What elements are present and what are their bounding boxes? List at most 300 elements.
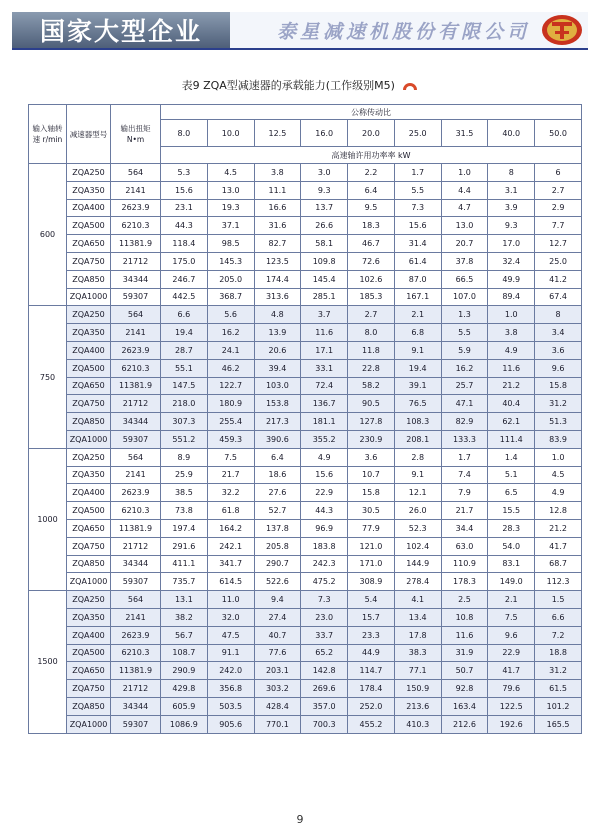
power-cell: 149.0 — [488, 573, 535, 591]
power-cell: 142.8 — [301, 662, 348, 680]
power-cell: 185.3 — [348, 288, 395, 306]
power-cell: 110.9 — [441, 555, 488, 573]
power-cell: 15.6 — [301, 466, 348, 484]
power-cell: 26.6 — [301, 217, 348, 235]
ratio-header: 40.0 — [488, 120, 535, 147]
power-cell: 411.1 — [161, 555, 208, 573]
power-cell: 15.8 — [535, 377, 582, 395]
power-cell: 20.6 — [254, 341, 301, 359]
power-cell: 26.0 — [394, 502, 441, 520]
power-cell: 108.3 — [394, 413, 441, 431]
table-row — [29, 164, 582, 182]
model-cell: ZQA250 — [67, 591, 111, 609]
power-cell: 174.4 — [254, 270, 301, 288]
power-cell: 735.7 — [161, 573, 208, 591]
company-logo-icon — [540, 13, 584, 47]
power-cell: 38.2 — [161, 608, 208, 626]
model-cell: ZQA500 — [67, 217, 111, 235]
power-cell: 205.8 — [254, 537, 301, 555]
power-cell: 17.1 — [301, 341, 348, 359]
power-cell: 50.7 — [441, 662, 488, 680]
power-cell: 39.4 — [254, 359, 301, 377]
table-row — [29, 680, 582, 698]
power-cell: 429.8 — [161, 680, 208, 698]
power-cell: 21.7 — [441, 502, 488, 520]
power-cell: 28.3 — [488, 519, 535, 537]
power-cell: 218.0 — [161, 395, 208, 413]
model-cell: ZQA400 — [67, 199, 111, 217]
power-cell: 905.6 — [207, 715, 254, 733]
power-cell: 503.5 — [207, 697, 254, 715]
power-cell: 19.4 — [161, 324, 208, 342]
power-cell: 2.9 — [535, 199, 582, 217]
torque-cell: 6210.3 — [111, 502, 161, 520]
power-cell: 175.0 — [161, 252, 208, 270]
power-cell: 15.7 — [348, 608, 395, 626]
header-model: 减速器型号 — [67, 105, 111, 164]
power-cell: 2.7 — [348, 306, 395, 324]
torque-cell: 6210.3 — [111, 644, 161, 662]
power-cell: 82.9 — [441, 413, 488, 431]
table-row — [29, 715, 582, 733]
power-cell: 6.4 — [254, 448, 301, 466]
power-cell: 9.6 — [535, 359, 582, 377]
power-cell: 7.3 — [394, 199, 441, 217]
torque-cell: 21712 — [111, 537, 161, 555]
table-row — [29, 324, 582, 342]
model-cell: ZQA750 — [67, 680, 111, 698]
table-row — [29, 181, 582, 199]
power-cell: 192.6 — [488, 715, 535, 733]
power-cell: 55.1 — [161, 359, 208, 377]
power-cell: 9.5 — [348, 199, 395, 217]
power-cell: 9.4 — [254, 591, 301, 609]
power-cell: 16.2 — [207, 324, 254, 342]
power-cell: 38.5 — [161, 484, 208, 502]
speed-cell: 600 — [29, 164, 67, 306]
model-cell: ZQA500 — [67, 502, 111, 520]
torque-cell: 21712 — [111, 680, 161, 698]
power-cell: 1.0 — [535, 448, 582, 466]
power-cell: 145.3 — [207, 252, 254, 270]
table-row — [29, 519, 582, 537]
power-cell: 285.1 — [301, 288, 348, 306]
power-cell: 83.9 — [535, 430, 582, 448]
power-cell: 51.3 — [535, 413, 582, 431]
power-cell: 9.3 — [488, 217, 535, 235]
torque-cell: 2623.9 — [111, 484, 161, 502]
power-cell: 4.5 — [207, 164, 254, 182]
table-row — [29, 413, 582, 431]
power-cell: 133.3 — [441, 430, 488, 448]
power-cell: 242.1 — [207, 537, 254, 555]
power-cell: 102.6 — [348, 270, 395, 288]
power-cell: 4.5 — [535, 466, 582, 484]
table-row — [29, 537, 582, 555]
power-cell: 21.2 — [535, 519, 582, 537]
speed-group — [29, 591, 582, 733]
power-cell: 82.7 — [254, 235, 301, 253]
power-cell: 1.7 — [441, 448, 488, 466]
table-row — [29, 217, 582, 235]
power-cell: 65.2 — [301, 644, 348, 662]
power-cell: 5.5 — [441, 324, 488, 342]
power-cell: 163.4 — [441, 697, 488, 715]
torque-cell: 34344 — [111, 697, 161, 715]
power-cell: 61.8 — [207, 502, 254, 520]
power-cell: 109.8 — [301, 252, 348, 270]
table-row — [29, 270, 582, 288]
power-cell: 6.4 — [348, 181, 395, 199]
power-cell: 203.1 — [254, 662, 301, 680]
power-cell: 40.7 — [254, 626, 301, 644]
model-cell: ZQA350 — [67, 324, 111, 342]
power-cell: 38.3 — [394, 644, 441, 662]
power-cell: 114.7 — [348, 662, 395, 680]
power-cell: 89.4 — [488, 288, 535, 306]
power-cell: 5.3 — [161, 164, 208, 182]
power-cell: 41.2 — [535, 270, 582, 288]
power-cell: 44.3 — [301, 502, 348, 520]
power-cell: 2.5 — [441, 591, 488, 609]
power-cell: 205.0 — [207, 270, 254, 288]
power-cell: 92.8 — [441, 680, 488, 698]
power-cell: 522.6 — [254, 573, 301, 591]
torque-cell: 11381.9 — [111, 519, 161, 537]
power-cell: 4.9 — [535, 484, 582, 502]
power-cell: 63.0 — [441, 537, 488, 555]
power-cell: 22.9 — [488, 644, 535, 662]
power-cell: 13.9 — [254, 324, 301, 342]
torque-cell: 11381.9 — [111, 377, 161, 395]
speed-group — [29, 306, 582, 448]
power-cell: 32.2 — [207, 484, 254, 502]
torque-cell: 2623.9 — [111, 626, 161, 644]
power-cell: 3.0 — [301, 164, 348, 182]
torque-cell: 564 — [111, 164, 161, 182]
power-cell: 1.0 — [488, 306, 535, 324]
power-cell: 77.6 — [254, 644, 301, 662]
power-cell: 56.7 — [161, 626, 208, 644]
power-cell: 30.5 — [348, 502, 395, 520]
power-cell: 12.1 — [394, 484, 441, 502]
power-cell: 171.0 — [348, 555, 395, 573]
power-cell: 23.0 — [301, 608, 348, 626]
power-cell: 9.6 — [488, 626, 535, 644]
power-cell: 25.7 — [441, 377, 488, 395]
model-cell: ZQA350 — [67, 466, 111, 484]
model-cell: ZQA400 — [67, 341, 111, 359]
model-cell: ZQA850 — [67, 413, 111, 431]
power-cell: 10.8 — [441, 608, 488, 626]
power-cell: 3.8 — [254, 164, 301, 182]
power-cell: 3.1 — [488, 181, 535, 199]
power-cell: 614.5 — [207, 573, 254, 591]
torque-cell: 2141 — [111, 324, 161, 342]
power-cell: 1.0 — [441, 164, 488, 182]
power-cell: 52.7 — [254, 502, 301, 520]
power-cell: 303.2 — [254, 680, 301, 698]
power-cell: 455.2 — [348, 715, 395, 733]
power-cell: 8.0 — [348, 324, 395, 342]
table-row — [29, 591, 582, 609]
power-cell: 10.7 — [348, 466, 395, 484]
model-cell: ZQA750 — [67, 395, 111, 413]
power-cell: 7.5 — [207, 448, 254, 466]
power-cell: 3.8 — [488, 324, 535, 342]
power-cell: 83.1 — [488, 555, 535, 573]
speed-group — [29, 164, 582, 306]
model-cell: ZQA1000 — [67, 573, 111, 591]
header-ratio: 公称传动比 — [161, 105, 582, 120]
power-cell: 96.9 — [301, 519, 348, 537]
power-cell: 242.3 — [301, 555, 348, 573]
power-cell: 103.0 — [254, 377, 301, 395]
power-cell: 15.8 — [348, 484, 395, 502]
power-cell: 178.3 — [441, 573, 488, 591]
power-cell: 7.5 — [488, 608, 535, 626]
power-cell: 7.9 — [441, 484, 488, 502]
power-cell: 15.6 — [161, 181, 208, 199]
ratio-header: 8.0 — [161, 120, 208, 147]
power-cell: 23.1 — [161, 199, 208, 217]
torque-cell: 11381.9 — [111, 235, 161, 253]
header-power: 高速轴许用功率率 kW — [161, 147, 582, 164]
power-cell: 20.7 — [441, 235, 488, 253]
power-cell: 24.1 — [207, 341, 254, 359]
power-cell: 217.3 — [254, 413, 301, 431]
power-cell: 32.4 — [488, 252, 535, 270]
table-row — [29, 644, 582, 662]
table-row — [29, 430, 582, 448]
power-cell: 17.8 — [394, 626, 441, 644]
power-cell: 2.1 — [394, 306, 441, 324]
power-cell: 11.6 — [441, 626, 488, 644]
power-cell: 22.9 — [301, 484, 348, 502]
power-cell: 442.5 — [161, 288, 208, 306]
power-cell: 91.1 — [207, 644, 254, 662]
power-cell: 122.7 — [207, 377, 254, 395]
table-row — [29, 235, 582, 253]
power-cell: 19.3 — [207, 199, 254, 217]
power-cell: 5.5 — [394, 181, 441, 199]
table-row — [29, 502, 582, 520]
power-cell: 25.0 — [535, 252, 582, 270]
gear-logo-icon — [402, 81, 418, 91]
model-cell: ZQA650 — [67, 235, 111, 253]
torque-cell: 21712 — [111, 252, 161, 270]
table-row — [29, 359, 582, 377]
speed-cell: 1000 — [29, 448, 67, 590]
power-cell: 41.7 — [535, 537, 582, 555]
model-cell: ZQA500 — [67, 359, 111, 377]
power-cell: 178.4 — [348, 680, 395, 698]
torque-cell: 11381.9 — [111, 662, 161, 680]
power-cell: 33.7 — [301, 626, 348, 644]
power-cell: 341.7 — [207, 555, 254, 573]
power-cell: 181.1 — [301, 413, 348, 431]
power-cell: 355.2 — [301, 430, 348, 448]
torque-cell: 2141 — [111, 608, 161, 626]
torque-cell: 34344 — [111, 270, 161, 288]
power-cell: 137.8 — [254, 519, 301, 537]
power-cell: 197.4 — [161, 519, 208, 537]
power-cell: 6.6 — [161, 306, 208, 324]
torque-cell: 564 — [111, 306, 161, 324]
power-cell: 4.4 — [441, 181, 488, 199]
power-cell: 144.9 — [394, 555, 441, 573]
torque-cell: 59307 — [111, 430, 161, 448]
power-cell: 1.5 — [535, 591, 582, 609]
power-cell: 13.1 — [161, 591, 208, 609]
power-cell: 1.3 — [441, 306, 488, 324]
power-cell: 31.9 — [441, 644, 488, 662]
power-cell: 13.0 — [207, 181, 254, 199]
power-cell: 5.4 — [348, 591, 395, 609]
power-cell: 17.0 — [488, 235, 535, 253]
power-cell: 98.5 — [207, 235, 254, 253]
model-cell: ZQA250 — [67, 164, 111, 182]
table-row — [29, 341, 582, 359]
table-row — [29, 555, 582, 573]
power-cell: 31.2 — [535, 395, 582, 413]
power-cell: 8 — [535, 306, 582, 324]
model-cell: ZQA1000 — [67, 715, 111, 733]
torque-cell: 59307 — [111, 573, 161, 591]
power-cell: 15.5 — [488, 502, 535, 520]
power-cell: 4.1 — [394, 591, 441, 609]
power-cell: 165.5 — [535, 715, 582, 733]
power-cell: 58.1 — [301, 235, 348, 253]
power-cell: 31.2 — [535, 662, 582, 680]
power-cell: 3.6 — [535, 341, 582, 359]
power-cell: 6.5 — [488, 484, 535, 502]
model-cell: ZQA400 — [67, 626, 111, 644]
power-cell: 1086.9 — [161, 715, 208, 733]
power-cell: 37.8 — [441, 252, 488, 270]
power-cell: 368.7 — [207, 288, 254, 306]
power-cell: 11.0 — [207, 591, 254, 609]
power-cell: 252.0 — [348, 697, 395, 715]
capacity-table — [28, 104, 582, 734]
power-cell: 9.3 — [301, 181, 348, 199]
power-cell: 147.5 — [161, 377, 208, 395]
power-cell: 7.7 — [535, 217, 582, 235]
power-cell: 101.2 — [535, 697, 582, 715]
power-cell: 44.3 — [161, 217, 208, 235]
model-cell: ZQA750 — [67, 537, 111, 555]
table-row — [29, 395, 582, 413]
power-cell: 13.4 — [394, 608, 441, 626]
power-cell: 118.4 — [161, 235, 208, 253]
model-cell: ZQA750 — [67, 252, 111, 270]
table-row — [29, 608, 582, 626]
ratio-header: 50.0 — [535, 120, 582, 147]
power-cell: 2.2 — [348, 164, 395, 182]
power-cell: 1.7 — [394, 164, 441, 182]
table-row — [29, 199, 582, 217]
power-cell: 290.7 — [254, 555, 301, 573]
model-cell: ZQA850 — [67, 697, 111, 715]
table-row — [29, 448, 582, 466]
power-cell: 6.6 — [535, 608, 582, 626]
power-cell: 7.4 — [441, 466, 488, 484]
torque-cell: 2141 — [111, 466, 161, 484]
power-cell: 278.4 — [394, 573, 441, 591]
table-row — [29, 697, 582, 715]
torque-cell: 6210.3 — [111, 217, 161, 235]
model-cell: ZQA350 — [67, 608, 111, 626]
power-cell: 21.2 — [488, 377, 535, 395]
power-cell: 9.1 — [394, 341, 441, 359]
model-cell: ZQA500 — [67, 644, 111, 662]
power-cell: 3.4 — [535, 324, 582, 342]
power-cell: 27.6 — [254, 484, 301, 502]
power-cell: 7.3 — [301, 591, 348, 609]
power-cell: 269.6 — [301, 680, 348, 698]
header-speed: 输入轴转速 r/min — [29, 105, 67, 164]
model-cell: ZQA1000 — [67, 288, 111, 306]
power-cell: 46.7 — [348, 235, 395, 253]
power-cell: 23.3 — [348, 626, 395, 644]
power-cell: 2.8 — [394, 448, 441, 466]
power-cell: 5.6 — [207, 306, 254, 324]
power-cell: 121.0 — [348, 537, 395, 555]
power-cell: 183.8 — [301, 537, 348, 555]
power-cell: 4.9 — [488, 341, 535, 359]
power-cell: 16.2 — [441, 359, 488, 377]
power-cell: 356.8 — [207, 680, 254, 698]
power-cell: 123.5 — [254, 252, 301, 270]
torque-cell: 6210.3 — [111, 359, 161, 377]
power-cell: 112.3 — [535, 573, 582, 591]
power-cell: 62.1 — [488, 413, 535, 431]
power-cell: 66.5 — [441, 270, 488, 288]
table-row — [29, 306, 582, 324]
power-cell: 19.4 — [394, 359, 441, 377]
power-cell: 12.8 — [535, 502, 582, 520]
power-cell: 32.0 — [207, 608, 254, 626]
power-cell: 410.3 — [394, 715, 441, 733]
power-cell: 255.4 — [207, 413, 254, 431]
power-cell: 122.5 — [488, 697, 535, 715]
table-row — [29, 377, 582, 395]
power-cell: 307.3 — [161, 413, 208, 431]
model-cell: ZQA400 — [67, 484, 111, 502]
model-cell: ZQA250 — [67, 448, 111, 466]
power-cell: 153.8 — [254, 395, 301, 413]
table-title-text: 表9 ZQA型减速器的承载能力(工作级别M5) — [181, 79, 395, 92]
table-row — [29, 484, 582, 502]
power-cell: 73.8 — [161, 502, 208, 520]
power-cell: 41.7 — [488, 662, 535, 680]
power-cell: 1.4 — [488, 448, 535, 466]
power-cell: 72.6 — [348, 252, 395, 270]
power-cell: 31.6 — [254, 217, 301, 235]
power-cell: 3.6 — [348, 448, 395, 466]
model-cell: ZQA850 — [67, 270, 111, 288]
power-cell: 46.2 — [207, 359, 254, 377]
power-cell: 551.2 — [161, 430, 208, 448]
power-cell: 459.3 — [207, 430, 254, 448]
ratio-header: 20.0 — [348, 120, 395, 147]
ratio-header: 10.0 — [207, 120, 254, 147]
power-cell: 12.7 — [535, 235, 582, 253]
power-cell: 87.0 — [394, 270, 441, 288]
power-cell: 164.2 — [207, 519, 254, 537]
power-cell: 102.4 — [394, 537, 441, 555]
power-cell: 127.8 — [348, 413, 395, 431]
